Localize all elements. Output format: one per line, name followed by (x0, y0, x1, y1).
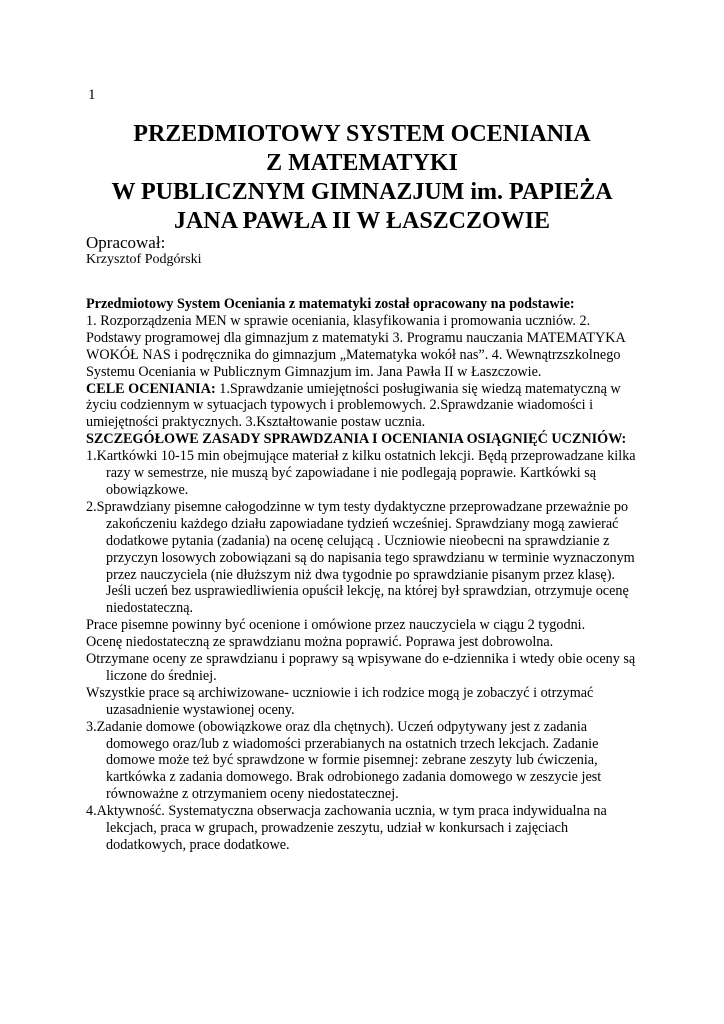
goals-label: CELE OCENIANIA: (86, 380, 216, 397)
title-line-3: W PUBLICZNYM GIMNAZJUM im. PAPIEŻA (111, 179, 613, 205)
title-line-4: JANA PAWŁA II W ŁASZCZOWIE (173, 208, 551, 234)
rule-e-dziennik: Otrzymane oceny ze sprawdzianu i poprawy są wpisywane do e-dziennika i wtedy obie oceny są liczone do średniej. (86, 651, 636, 684)
title-line-1: PRZEDMIOTOWY SYSTEM OCENIANIA (133, 121, 591, 147)
rules-heading: SZCZEGÓŁOWE ZASADY SPRAWDZANIA I OCENIANIA OSIĄGNIĘĆ UCZNIÓW: (86, 431, 627, 448)
basis-text: 1. Rozporządzenia MEN w sprawie oceniania, klasyfikowania i promowania uczniów. 2. Podstawy programowej dla gimnazjum z matematyki 3. Programu nauczania MATEMATYKA WOKÓŁ NAS i podręcznika do gimnazjum „Matematyka wokół nas”. 4. Wewnątrzszkolnego Systemu Oceniania w Publicznym Gimnazjum im. Jana Pawła II w Łaszczowie. (86, 312, 626, 380)
document-title (60, 120, 664, 236)
rule-poprawa: Ocenę niedostateczną ze sprawdzianu można poprawić. Poprawa jest dobrowolna. (86, 634, 554, 651)
title-line-2: Z MATEMATYKI (266, 150, 458, 176)
goals-paragraph (86, 381, 642, 432)
page-number: 1 (88, 87, 96, 103)
document-body (86, 296, 642, 854)
rule-archiwizacja: Wszystkie prace są archiwizowane- uczniowie i ich rodzice mogą je zobaczyć i otrzymać uzasadnienie wystawionej oceny. (86, 684, 594, 718)
basis-heading: Przedmiotowy System Oceniania z matematyki został opracowany na podstawie: (86, 296, 575, 312)
rule-kartkowki: 1.Kartkówki 10-15 min obejmujące materiał z kilku ostatnich lekcji. Będą przeprowadzane kilka razy w semestrze, nie muszą być zapowiadane i nie podlegają poprawie. Kartkówki są obowiązkowe. (86, 448, 636, 498)
rule-aktywnosc: 4.Aktywność. Systematyczna obserwacja zachowania ucznia, w tym praca indywidualna na lekcjach, praca w grupach, prowadzenie zeszytu, udział w konkursach i zajęciach dodatkowych, prace dodatkowe. (86, 803, 607, 853)
goals-text: 1.Sprawdzanie umiejętności posługiwania się wiedzą matematyczną w życiu codziennym w sytuacjach typowych i problemowych. 2.Sprawdzanie wiadomości i umiejętności praktycznych. 3.Kształtowanie postaw ucznia. (86, 380, 621, 431)
rule-ocenienie-prac: Prace pisemne powinny być ocenione i omówione przez nauczyciela w ciągu 2 tygodni. (86, 617, 586, 634)
rule-sprawdziany: 2.Sprawdziany pisemne całogodzinne w tym testy dydaktyczne przeprowadzane przeważnie po zakończeniu każdego działu zapowiadane tydzień wcześniej. Sprawdziany mogą zawierać dodatkowe pytania (zadania) na ocenę celującą . Uczniowie nieobecni na sprawdzianie z przyczyn losowych zobowiązani są do napisania tego sprawdzianu w terminie wyznaczonym przez nauczyciela (nie dłuższym niż dwa tygodnie po sprawdzianie pisanym przez klasę). Jeśli uczeń bez usprawiedliwienia opuścił lekcję, na której był sprawdzian, otrzymuje ocenę niedostateczną. (86, 498, 635, 617)
author-name: Krzysztof Podgórski (86, 252, 202, 267)
rule-zadanie-domowe: 3.Zadanie domowe (obowiązkowe oraz dla chętnych). Uczeń odpytywany jest z zadania domowego oraz/lub z wiadomości przerabianych na ostatnich trzech lekcjach. Zadanie domowe może też być sprawdzone w formie pisemnej: zebrane zeszyty lub ćwiczenia, kartkówka z zadania domowego. Brak odrobionego zadania domowego w zeszycie jest równoważne z otrzymaniem oceny niedostatecznej. (86, 718, 602, 803)
prepared-by-label: Opracował: (86, 233, 166, 252)
